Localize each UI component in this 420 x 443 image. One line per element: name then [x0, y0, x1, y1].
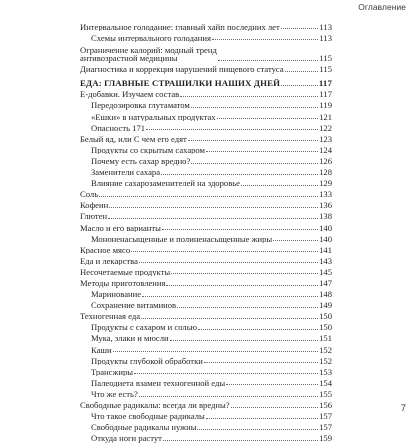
toc-entry [80, 210, 332, 221]
toc-entry-title [91, 235, 272, 244]
toc-entry-title [80, 46, 217, 63]
toc-entry-page: 113 [319, 32, 332, 43]
toc-entry-page: 154 [319, 377, 332, 388]
toc-entry-title [91, 390, 138, 399]
toc-entry-page: 123 [319, 133, 332, 144]
toc-entry-page: 152 [319, 344, 332, 355]
toc-entry-title [91, 157, 190, 166]
toc-entry-title [91, 179, 240, 188]
toc-entry-title-line: Продукты глубокой обработки [91, 356, 203, 366]
dot-leader [163, 440, 318, 441]
dot-leader [139, 262, 318, 263]
toc-entry-title [80, 246, 130, 255]
toc-entry-title [91, 124, 145, 133]
dot-leader [281, 85, 318, 86]
toc-entry-title-line: Белый яд, или С чем его едят [80, 134, 187, 144]
toc-entry-title-line: Почему есть сахар вредно? [91, 156, 191, 166]
dot-leader [141, 318, 318, 319]
running-head: Оглавление [358, 2, 406, 12]
toc-entry-title-line: Маринование [91, 290, 142, 299]
toc-entry-title-line: Свободные радикалы нужны [91, 423, 197, 432]
dot-leader [161, 174, 318, 175]
dot-leader [113, 351, 318, 352]
toc-entry-title [91, 346, 112, 355]
toc-entry-title [91, 113, 216, 122]
toc-entry [80, 343, 332, 354]
toc-entry [80, 365, 332, 376]
toc-entry-page: 140 [319, 222, 332, 233]
toc-entry-page: 150 [319, 311, 332, 322]
toc-entry [80, 299, 332, 310]
page-number: 7 [400, 403, 406, 414]
dot-leader [99, 196, 318, 197]
toc-entry-page: 117 [319, 89, 332, 100]
dot-leader [226, 384, 318, 385]
toc-entry-title-line: «Ешки» в натуральных продуктах [91, 112, 216, 122]
toc-entry [80, 99, 332, 110]
toc-entry-page: 124 [319, 144, 332, 155]
dot-leader [231, 407, 319, 408]
toc-entry [80, 265, 332, 276]
toc-entry [80, 154, 332, 165]
toc-entry [80, 399, 332, 410]
toc-entry [80, 121, 332, 132]
toc-entry-title-line: Палеодиета взамен техногенной еды [91, 378, 226, 388]
toc-entry-title-line: Соль [80, 190, 99, 199]
toc-entry-title [91, 168, 160, 177]
toc-entry [80, 243, 332, 254]
toc-entry-title-line: Заменители сахара [91, 168, 161, 177]
toc-entry-page: 152 [319, 355, 332, 366]
dot-leader [109, 207, 318, 208]
dot-leader [191, 163, 318, 164]
toc-entry-title-line: антивозрастной медицины [80, 53, 178, 63]
dot-leader [108, 218, 318, 219]
toc-entry-title [80, 23, 280, 32]
toc-entry-title [80, 135, 187, 144]
toc-entry-page: 141 [319, 244, 332, 255]
toc-entry-title-line: Сохранение витаминов [91, 301, 177, 310]
toc-entry-page: 145 [319, 266, 332, 277]
table-of-contents [80, 20, 332, 443]
dot-leader [281, 28, 319, 29]
dot-leader [162, 229, 318, 230]
dot-leader [206, 151, 318, 152]
toc-entry [80, 432, 332, 443]
toc-entry-title-line: Схемы интервального голодания [91, 33, 211, 43]
toc-entry-page: 155 [319, 388, 332, 399]
toc-entry-title [80, 212, 107, 221]
dot-leader [134, 373, 318, 374]
toc-entry-page: 150 [319, 322, 332, 333]
toc-entry-title [80, 312, 140, 321]
dot-leader [273, 240, 318, 241]
toc-entry-title [91, 423, 196, 432]
toc-entry [80, 221, 332, 232]
toc-entry-title-line: Ограничение калорий: модный тренд [80, 45, 217, 55]
toc-entry [80, 166, 332, 177]
toc-entry [80, 421, 332, 432]
toc-entry [80, 77, 332, 88]
toc-entry-title-line: Техногенная еда [80, 312, 141, 321]
toc-entry-page: 159 [319, 433, 332, 443]
toc-entry-title-line: Интервальное голодание: главный хайп последних лет [80, 22, 280, 32]
toc-entry-title [91, 101, 190, 110]
toc-entry-title [91, 323, 197, 332]
toc-entry-title-line: Мука, злаки и мюсли [91, 334, 169, 344]
toc-entry-title-line: ЕДА: ГЛАВНЫЕ СТРАШИЛКИ НАШИХ ДНЕЙ [80, 79, 281, 88]
toc-entry-title [91, 434, 162, 443]
dot-leader [131, 251, 318, 252]
toc-entry [80, 232, 332, 243]
toc-entry-title [80, 257, 138, 266]
toc-entry-title-line: Несочетаемые продукты [80, 267, 171, 277]
toc-entry-title [91, 290, 141, 299]
dot-leader [218, 60, 319, 61]
dot-leader [166, 285, 318, 286]
toc-entry-title-line: Еда и лекарства [80, 256, 138, 266]
toc-entry-title-line: Кофеин [80, 201, 109, 210]
toc-entry-page: 147 [319, 277, 332, 288]
toc-entry-title-line: Трансжиры [91, 367, 134, 377]
toc-entry-page: 156 [319, 400, 332, 410]
toc-entry [80, 288, 332, 299]
toc-entry-page: 113 [319, 21, 332, 32]
toc-entry [80, 20, 332, 31]
toc-entry [80, 310, 332, 321]
toc-entry-title [91, 146, 205, 155]
toc-entry-page: 138 [319, 211, 332, 222]
toc-entry-page: 153 [319, 366, 332, 377]
dot-leader [142, 296, 318, 297]
toc-entry-title [91, 34, 211, 43]
toc-entry-page: 157 [319, 411, 332, 422]
toc-entry-title [80, 90, 179, 99]
toc-entry-title [91, 379, 225, 388]
toc-entry [80, 254, 332, 265]
toc-entry-title [91, 301, 176, 310]
toc-entry-title [80, 201, 108, 210]
toc-entry-page: 129 [319, 178, 332, 189]
toc-entry [80, 376, 332, 387]
dot-leader [241, 185, 318, 186]
toc-entry-title [80, 279, 165, 288]
toc-entry-page: 122 [319, 122, 332, 133]
toc-entry-page: 133 [319, 189, 332, 200]
toc-entry-page: 117 [318, 78, 332, 89]
toc-entry [80, 188, 332, 199]
toc-entry-title-line: Свободные радикалы: всегда ли вредны? [80, 401, 230, 410]
toc-entry-title-line: Мононенасыщенные и полиненасыщенные жиры [91, 234, 273, 244]
toc-entry-page: 128 [319, 167, 332, 178]
toc-entry [80, 143, 332, 154]
toc-entry-title-line: Продукты со скрытым сахаром [91, 145, 205, 155]
toc-entry-title [80, 79, 280, 88]
toc-entry [80, 177, 332, 188]
dot-leader [212, 39, 319, 40]
toc-entry [80, 276, 332, 287]
toc-entry-page: 115 [319, 64, 332, 75]
toc-entry-title-line: Влияние сахарозаменителей на здоровье [91, 179, 240, 188]
dot-leader [188, 140, 318, 141]
dot-leader [171, 273, 318, 274]
toc-entry-page: 136 [319, 200, 332, 211]
toc-entry-page: 119 [319, 100, 332, 111]
toc-entry-title [80, 401, 230, 410]
toc-entry [80, 132, 332, 143]
toc-entry [80, 199, 332, 210]
toc-entry [80, 110, 332, 121]
dot-leader [170, 340, 319, 341]
toc-entry-page: 143 [319, 255, 332, 266]
toc-entry-page: 157 [319, 422, 332, 433]
toc-entry-page: 126 [319, 155, 332, 166]
toc-entry-title-line: Каши [91, 345, 112, 355]
toc-entry-title [91, 334, 169, 343]
toc-entry-page: 115 [319, 53, 332, 64]
toc-entry-title [80, 268, 170, 277]
toc-entry-title-line: Методы приготовления [80, 278, 166, 288]
dot-leader [204, 362, 318, 363]
toc-entry-title [91, 412, 205, 421]
toc-entry [80, 387, 332, 398]
dot-leader [217, 118, 319, 119]
toc-entry-page: 140 [319, 233, 332, 244]
toc-entry-title-line: Масло и его варианты [80, 223, 161, 233]
toc-entry-title-line: Что такое свободные радикалы [91, 412, 205, 421]
toc-entry [80, 31, 332, 42]
dot-leader [191, 107, 319, 108]
toc-entry [80, 410, 332, 421]
dot-leader [180, 96, 318, 97]
toc-entry-page: 151 [319, 333, 332, 344]
toc-entry [80, 321, 332, 332]
toc-entry-title [80, 224, 161, 233]
toc-entry-page: 149 [319, 300, 332, 311]
toc-entry-title-line: Что же есть? [91, 389, 138, 399]
dot-leader [197, 429, 318, 430]
toc-entry [80, 88, 332, 99]
toc-entry-title-line: Откуда ноги растут [91, 434, 162, 443]
toc-entry-page: 148 [319, 289, 332, 300]
toc-entry-title-line: Е-добавки. Изучаем состав [80, 90, 180, 99]
dot-leader [285, 71, 319, 72]
toc-entry-title [91, 368, 133, 377]
toc-entry-title [80, 190, 98, 199]
toc-entry-title-line: Глютен [80, 212, 108, 221]
toc-entry-title-line: Продукты с сахаром и солью [91, 323, 198, 332]
dot-leader [198, 329, 318, 330]
dot-leader [177, 307, 318, 308]
toc-entry [80, 63, 332, 74]
toc-entry [80, 42, 332, 63]
toc-entry [80, 332, 332, 343]
toc-entry-page: 121 [319, 111, 332, 122]
toc-entry-title-line: Красное мясо [80, 245, 131, 255]
toc-entry-title [91, 357, 203, 366]
toc-entry-title [80, 65, 284, 74]
dot-leader [139, 396, 318, 397]
toc-entry-title-line: Диагностика и коррекция нарушений пищевого статуса [80, 65, 284, 74]
dot-leader [146, 129, 318, 130]
toc-entry-title-line: Опасность 171 [91, 123, 146, 133]
toc-entry-title-line: Передозировка глутаматом [91, 101, 190, 111]
toc-entry [80, 354, 332, 365]
dot-leader [206, 418, 318, 419]
